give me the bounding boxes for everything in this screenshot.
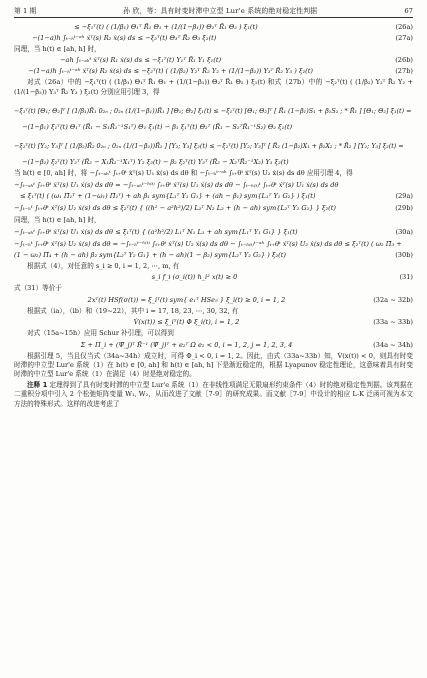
paragraph-condition-4: 根据式（4），对任意的 s_i ≥ 0, i = 1, 2, ⋯, m, 有 [27, 262, 180, 271]
equation-26a [14, 22, 413, 33]
equation-number: (34a ~ 34h) [373, 340, 413, 349]
equation-body: V̇(x(t)) ≤ ξ_iᵀ(t) Φ ξ_i(t), i = 1, 2 [133, 318, 240, 327]
paragraph-accordingly: 根据式（ia），（ib）和（19~22），其中 i = 17, 18, 23, ⋯, 30, 32, 有 [27, 306, 239, 315]
equation-29a-line1 [14, 180, 413, 191]
article-running-title: 孙 欣，等：具有时变时滞中立型 Lur'e 系统的绝对稳定性判据 [123, 7, 318, 15]
matrix-inequality-1-result [14, 122, 413, 133]
equation-body: −∫ₜ₋ₕᵗ ∫ₜ₊θᵗ ẋᵀ(s) U₂ ẋ(s) ds dθ = −∫ₜ₋ₕᵗ⁻ʰ⁽ᵗ⁾ ∫ₜ₊θᵗ ẋᵀ(s) U₂ ẋ(s) ds dθ − ∫ₜ₋ₕ₍ₜ₎ᵗ⁻ᵃʰ ∫ₜ₊θᵗ ẋᵀ(s) U₂ ẋ(s) ds dθ ≤ ξ₂ᵀ(t) ( ω₂ Π̃₃ + [14, 240, 402, 249]
equation-body: Σ + Π_i + (Ψ̃_j)ᵀ R̃⁻¹ (Ψ̃_j)ᵀ + e₂ᵀ Ω e₂ < 0, i = 1, 2, j = 1, 2, 3, 4 [80, 340, 293, 349]
equation-body: −∫ₜ₋ₐₕᵗ ∫ₜ₊θᵗ ẋᵀ(s) U₁ ẋ(s) ds dθ = −∫ₜ₋ₐₕᵗ⁻ʰ⁽ᵗ⁾ ∫ₜ₊θᵗ ẋᵀ(s) U₁ ẋ(s) ds dθ − ∫ₜ₋ₕ₍ₜ₎ᵗ ∫ₜ₊θᵗ ẋᵀ(s) U₁ ẋ(s) ds dθ [14, 180, 339, 189]
running-header [14, 5, 413, 18]
equation-30a [14, 226, 413, 239]
equation-body: −ξ₁ᵀ(t) [Θ₁; Θ₂]ᵀ [ (1/β₁)R̃₁ 0₂ₙ ; 0₂ₙ (1/(1−β₁))R̃₁ ] [Θ₁; Θ₂] ξ₁(t) ≤ −ξ₁ᵀ(t) [Θ₁; Θ₂]ᵀ [ R̃₁ (1−β₁)S₁ + β₁S₂ ; * R̃₁ ] [Θ₁; Θ₂] ξ₁(t) = [14, 107, 412, 116]
equation-body: −(1−a)h ∫ₜ₋ₕᵗ⁻ᵃʰ ẋᵀ(s) R₂ ẋ(s) ds ≤ −ξ₂ᵀ(t) Θ₃ᵀ R̃₂ Θ₃ ξ₂(t) [32, 34, 217, 42]
paragraph-same-case-1: 同理，当 h(t) ∈ [ah, h] 时， [14, 45, 101, 53]
remark-body: 定理得到了具有时变时滞的中立型 Lur'e 系统（1）在非线性项满足无限扇形约束条件（4）时的绝对稳定性判据。该判据在二重积分项中引入 2 个松弛矩阵变量 W₁, W₂，从而改进了文献［7-9］的研究成果。而文献［7-9］中设计的相应 L-K 泛函可视为本文方法的特殊形式。这样的改进考虑了 [14, 380, 413, 408]
equation-27a [14, 33, 413, 44]
equation-body: −∫ₜ₋ₕᵗ ∫ₜ₊θᵗ ẋᵀ(s) U₂ ẋ(s) ds dθ ≤ ξ₂ᵀ(t) { ((h² − a²h²)/2) L₂ᵀ N₂ L₂ + (h − ah) sym{L₂ᵀ Y₂ G₂} } ξ₂(t) [14, 203, 336, 212]
equation-number: (29a) [395, 191, 413, 200]
equation-number: (27b) [395, 67, 413, 76]
paragraph-equivalent: 式（31）等价于 [14, 284, 62, 293]
equation-31 [14, 272, 413, 283]
equation-34 [14, 340, 413, 351]
equation-body: (1 − ω₂) Π̃₄ + (h − ah) β₂ sym{L₂ᵀ Y₂ G₁} + (h − ah)(1 − β₂) sym{L₂ᵀ Y₂ G₂} ) ξ₂(t) [14, 251, 286, 260]
equation-29b [14, 202, 413, 215]
equation-body: −(1−β₁) ξ₁ᵀ(t) Θ₁ᵀ (R̃₁ − S₁R̃₁⁻¹S₁ᵀ) Θ₁ ξ₁(t) − β₁ ξ₁ᵀ(t) Θ₂ᵀ (R̃₁ − S₂ᵀR̃₁⁻¹S₂) Θ₂ ξ₁(t) [22, 123, 293, 132]
equation-number: (29b) [395, 203, 413, 212]
paragraph-apply-lemma4: 当 h(t) ∈ [0, ah] 时，将 −∫ₜ₋ₐₕᵗ ∫ₜ₊θᵗ ẋᵀ(s) U₁ ẋ(s) ds dθ 和 −∫ₜ₋ₕᵗ⁻ᵃʰ ∫ₜ₊θᵗ ẋᵀ(s) U₂ ẋ(s) ds dθ 应用引理 4，得 [14, 169, 353, 178]
paragraph-schur: 对式（15a~15h）应用 Schur 补引理，可以得到 [27, 329, 174, 338]
paragraph-same-case-2: 同理，当 h(t) ∈ [ah, h] 时， [14, 215, 101, 224]
paragraph-apply-lemma3: 对式（26a）中的 −ξ₁ᵀ(t) ( (1/β₁) Θ₁ᵀ R̃₁ Θ₁ + (1/(1−β₁)) Θ₂ᵀ R̃₁ Θ₂ ) ξ₁(t) 和式（27b）中的 −ξ₂ᵀ(t) ( (1/β₂) Υ₂ᵀ R̃₂ Υ₂ + (1/(1−β₂)) Υ₃ᵀ R̃₂ Υ₃ ) ξ₂(t) 分别应用引理 3，得 [14, 78, 413, 96]
equation-body: ≤ −ξ₁ᵀ(t) ( (1/β₁) Θ₁ᵀ R̃₁ Θ₁ + (1/(1−β₁)) Θ₂ᵀ R̃₁ Θ₂ ) ξ₁(t) [74, 23, 258, 31]
equation-body: ≤ ξ₁ᵀ(t) ( (ω₁ Π̃₁ᵀ + (1−ω₁) Π̃₂ᵀ) + ah β₁ sym{L₁ᵀ Y₁ G₁} + (ah − β₁) sym{L₁ᵀ Y₁ G₂} ) ξ₁(t) [20, 191, 316, 200]
issue-label: 第 1 期 [14, 7, 37, 15]
equation-body: 2xᵀ(t) HSf(σ(t)) = ξ_iᵀ(t) sym{ e₁ᵀ HSe₅ } ξ_i(t) ≥ 0, i = 1, 2 [87, 295, 286, 304]
equation-number: (30b) [395, 251, 413, 260]
remark-label: 注释 1 [27, 380, 48, 389]
equation-32 [14, 295, 413, 306]
equation-number: (33a ~ 33b) [373, 318, 413, 327]
equation-body: −(1−a)h ∫ₜ₋ₕᵗ⁻ᵃʰ ẋᵀ(s) R₂ ẋ(s) ds ≤ −ξ₂ᵀ(t) ( (1/β₂) Υ₂ᵀ R̃₂ Υ₂ + (1/(1−β₂)) Υ₃ᵀ R̃₂ Υ₃ ) ξ₂(t) [28, 67, 313, 76]
equation-30b [14, 250, 413, 261]
equation-number: (32a ~ 32b) [373, 295, 413, 304]
equation-30b-line1 [14, 239, 413, 250]
equation-body: −ah ∫ₜ₋ₐₕᵗ ẋᵀ(s) R₁ ẋ(s) ds ≤ −ξ₁ᵀ(t) Υ₁ᵀ R̃₁ Υ₁ ξ₁(t) [60, 56, 222, 65]
matrix-inequality-1 [14, 100, 413, 122]
equation-26b [14, 55, 413, 66]
equation-number: (30a) [395, 228, 413, 237]
equation-29a [14, 191, 413, 202]
matrix-inequality-2 [14, 135, 413, 157]
remark-1 [14, 381, 413, 409]
matrix-inequality-2-result [14, 157, 413, 168]
equation-number: (26b) [395, 56, 413, 65]
equation-body: s_i f_i (σ_i(t)) h_i² x(t) ≥ 0 [151, 273, 238, 282]
paragraph-lemma5-conclusion: 根据引理 5，当且仅当式（34a~34h）成立时，可得 Φ_i < 0, i = 1, 2。因此，由式（33a~33b）知，V̇(x(t)) < 0，则具有时变时滞的中立型 Lur'e 系统（1）在 h(t) ∈ [0, ah] 和 h(t) ∈ [ah, h] 下是渐近稳定的，根据 Lyapunov 稳定性理论，这意味着具有时变时滞的中立型 Lur'e 系统（1）在满足（4）时是绝对稳定的。 [14, 351, 413, 379]
equation-body: −(1−β₂) ξ₂ᵀ(t) Υ₂ᵀ (R̃₂ − X₁R̃₂⁻¹X₁ᵀ) Υ₂ ξ₂(t) − β₂ ξ₂ᵀ(t) Υ₃ᵀ (R̃₂ − X₂ᵀR̃₂⁻¹X₂) Υ₃ ξ₂(t) [22, 158, 289, 167]
page-number: 67 [404, 7, 413, 15]
equation-body: −∫ₜ₋ₐₕᵗ ∫ₜ₊θᵗ ẋᵀ(s) U₁ ẋ(s) ds dθ ≤ ξ₁ᵀ(t) { (a²h²/2) L₁ᵀ N₁ L₁ + ah sym{L₁ᵀ Y₁ G₁} } ξ₁(t) [14, 228, 298, 237]
equation-number: (27a) [395, 34, 413, 42]
equation-27b [14, 66, 413, 77]
equation-33 [14, 317, 413, 328]
equation-body: −ξ₂ᵀ(t) [Υ₂; Υ₃]ᵀ [ (1/β₂)R̃₂ 0₂ₙ ; 0₂ₙ (1/(1−β₂))R̃₂ ] [Υ₂; Υ₃] ξ₂(t) ≤ −ξ₂ᵀ(t) [Υ₂; Υ₃]ᵀ [ R̃₂ (1−β₂)X₁ + β₂X₂ ; * R̃₂ ] [Υ₂; Υ₃] ξ₂(t) = [14, 142, 404, 151]
equation-number: (31) [399, 273, 413, 282]
equation-number: (26a) [395, 23, 413, 31]
